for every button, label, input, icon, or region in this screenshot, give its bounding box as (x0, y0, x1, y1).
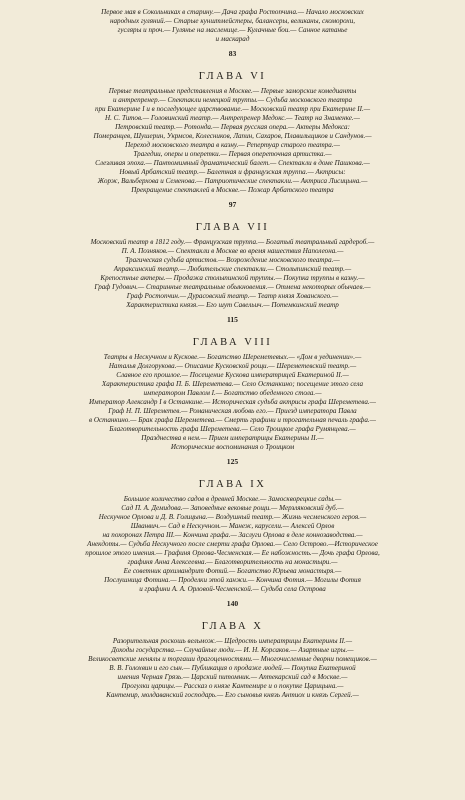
summary-line: Крепостные актеры.— Продажа столыпинской труппы.— Покупка труппы в казну.— (100, 274, 365, 282)
summary-line: на похоронах Петра III.— Кончина графа.— Заслуги Орлова в деле коннозаводства.— (102, 531, 363, 539)
summary-line: Празднества в нем.— Прием императрицы Екатерины II.— (141, 434, 324, 442)
summary-line: имения Черная Грязь.— Царский питомник.— Аптекарский сад в Москве.— (117, 673, 348, 681)
page-number: 140 (226, 599, 239, 608)
chapter-summary (10, 238, 455, 310)
toc-section (10, 71, 455, 210)
chapter-heading: ГЛАВА X (201, 621, 264, 632)
summary-line: Исторические воспоминания о Троицком (170, 443, 295, 451)
summary-line: императором Павлом I.— Богатство обеденного стола.— (143, 389, 322, 397)
summary-line: Прекращение спектаклей в Москве.— Пожар Арбатского театра (131, 186, 334, 194)
summary-line: и маскарад (215, 35, 250, 43)
summary-line: Новый Арбатский театр.— Балетная и французская труппа.— Актрисы: (119, 168, 346, 176)
summary-line: Слезливая эпоха.— Пантомимный драматический балет.— Спектакли в доме Пашкова.— (95, 159, 370, 167)
summary-line: Граф Н. П. Шереметев.— Романическая любовь его.— Приезд императора Павла (108, 407, 357, 415)
summary-line: Славное его прошлое.— Посещение Кускова императрицей Екатериной II.— (116, 371, 349, 379)
page-number: 83 (228, 49, 237, 58)
chapter-summary (10, 8, 455, 44)
chapter-heading: ГЛАВА VII (195, 222, 270, 233)
summary-line: Характеристика князя.— Его шут Савельич.— Потемкинский театр (126, 301, 339, 309)
summary-line: Ее советник архимандрит Фотий.— Богатство Юрьева монастыря.— (123, 567, 342, 575)
summary-line: Прогулки царицы.— Рассказ о князе Кантемире и о покупке Царицына.— (121, 682, 344, 690)
summary-line: Померанцев, Шушерин, Укрмсов, Колесников, Лапин, Сахаров, Плавильщиков и Сандунов.— (93, 132, 372, 140)
chapter-summary (10, 637, 455, 700)
summary-line: Анекдоты.— Судьба Нескучного после смерти графа Орлова.— Село Острово.—Историческое (87, 540, 378, 548)
chapter-heading: ГЛАВА VI (198, 71, 267, 82)
chapter-summary (10, 87, 455, 195)
summary-line: Граф Ростопчин.— Дурасовский театр.— Театр князя Хованского.— (126, 292, 339, 300)
page-number: 115 (227, 315, 238, 324)
summary-line: В. В. Голохвин и его сын.— Публикация о продаже людей.— Покупка Екатериной (109, 664, 356, 672)
summary-line: Трагедии, оперы и оперетки.— Первая опереточная артистка.— (133, 150, 332, 158)
summary-line: Сад П. А. Демидова.— Заповедные вековые рощи.— Мерзляковский дуб.— (121, 504, 344, 512)
summary-line: Доходы государства.— Случайные люди.— И. Н. Корсаков.— Азартные игры.— (111, 646, 354, 654)
summary-line: в Останкино.— Брак графа Шереметева.— Смерть графини и трогательная печаль графа.— (89, 416, 376, 424)
toc-section (10, 479, 455, 609)
toc-section (10, 621, 455, 700)
toc-section (10, 8, 455, 59)
summary-line: Н. С. Титов.— Головинский театр.— Антрепренер Медокс.— Театр на Знаменке.— (105, 114, 360, 122)
summary-line: П. А. Позняков.— Спектакли в Москве во время нашествия Наполеона.— (121, 247, 344, 255)
summary-line: Театры в Нескучном и Кускове.— Богатство Шереметевых.— «Дом в уединении».— (103, 353, 362, 361)
page-number: 125 (226, 457, 239, 466)
summary-line: гусляры и проч.— Гулянье на масленице.— Кулачные бои.— Санное катанье (117, 26, 348, 34)
toc-section (10, 337, 455, 467)
summary-line: графиня Анна Алексеевна.— Благотворительность на монастыри.— (127, 558, 338, 566)
summary-line: при Екатерине I и в последующее царствование.— Московский театр при Екатерине II.— (94, 105, 371, 113)
summary-line: Переход московского театра в казну.— Репертуар старого театра.— (125, 141, 340, 149)
chapter-heading: ГЛАВА IX (198, 479, 267, 490)
summary-line: Граф Гудович.— Старинные театральные обыкновения.— Отмена некоторых обычаев.— (94, 283, 371, 291)
summary-line: Нескучное Орлова и Д. В. Голицына.— Воздушный театр.— Жизнь чесменского героя.— (98, 513, 367, 521)
summary-line: Послушница Фотина.— Проделки этой ханжи.— Кончина Фотия.— Могилы Фотия (104, 576, 361, 584)
summary-line: Характеристика графа П. Б. Шереметева.— Село Останкино; посещение этого села (101, 380, 364, 388)
summary-line: Великосветские менялы и торгаши драгоценностями.— Многочисленные дворни помещиков.— (88, 655, 377, 663)
summary-line: Апраксинский театр.— Любительские спектакли.— Столыпинский театр.— (113, 265, 352, 273)
summary-line: народных гуляний.— Старые кунштмейстеры, балансеры, великаны, скоморохи, (109, 17, 356, 25)
summary-line: Трагическая судьба артистов.— Возрождение московского театра.— (125, 256, 340, 264)
summary-line: Петровский театр.— Ротонда.— Первая русская опера.— Актеры Медокса: (115, 123, 350, 131)
toc-section (10, 222, 455, 325)
summary-line: Московский театр в 1812 году.— Французская труппа.— Богатый театральный гардероб.— (90, 238, 375, 246)
summary-line: Первое мая в Сокольниках в старину.— Дача графа Ростопчина.— Начало московских (101, 8, 364, 16)
summary-line: прошлое этого имения.— Графиня Орлова-Чесменская.— Ее набожность.— Дочь графа Орлова, (85, 549, 380, 557)
summary-line: Наталья Долгорукова.— Описание Кусковской рощи.— Шереметевский театр.— (108, 362, 357, 370)
summary-line: Разорительная роскошь вельмож.— Щедрость императрицы Екатерины II.— (112, 637, 353, 645)
summary-line: Первые театральные представления в Москве.— Первые заморские комедианты (108, 87, 357, 95)
summary-line: Шванвич.— Сад в Нескучном.— Манеж, карусели.— Алексей Орлов (130, 522, 335, 530)
chapter-heading: ГЛАВА VIII (192, 337, 273, 348)
summary-line: Жорж, Вальберхова и Семенова.— Патриотические спектакли.— Актриса Лисицына.— (97, 177, 368, 185)
summary-line: Император Александр I в Останкине.— Историческая судьба актрисы графа Шереметева.— (89, 398, 376, 406)
chapter-summary (10, 495, 455, 594)
summary-line: и графини А. А. Орловой-Чесменской.— Судьба села Острова (139, 585, 326, 593)
summary-line: и антрепренер.— Спектакли немецкой труппы.— Судьба московского театра (112, 96, 353, 104)
chapter-summary (10, 353, 455, 452)
summary-line: Большое количество садов в древней Москве.— Замоскворецкие сады.— (123, 495, 342, 503)
toc-body (10, 8, 455, 700)
summary-line: Кантемир, молдаванский господарь.— Его сыновья князь Антиох и князь Сергей.— (106, 691, 359, 699)
summary-line: Благотворительность графа Шереметева.— Село Троицкое графа Румянцева.— (109, 425, 356, 433)
page-number: 97 (228, 200, 237, 209)
